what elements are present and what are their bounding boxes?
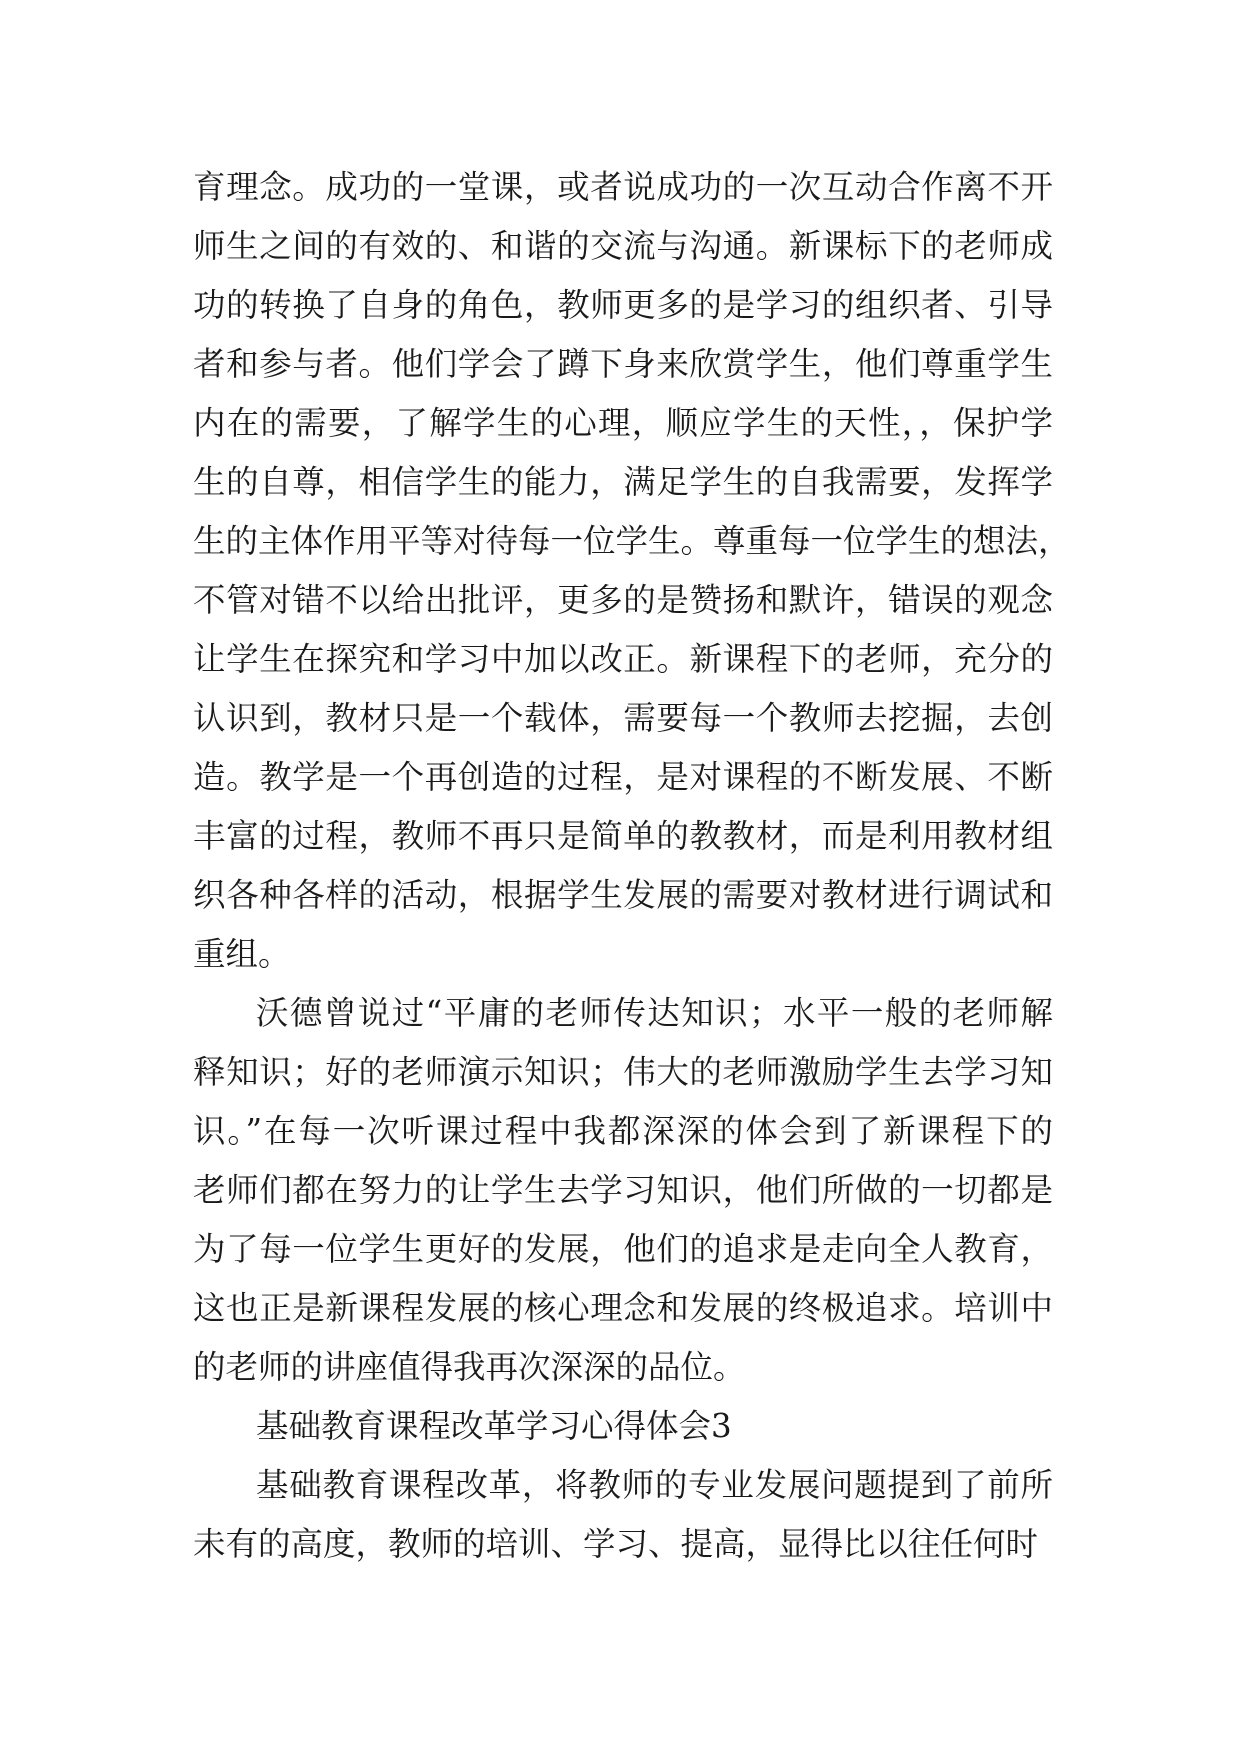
- text-line: 造。教学是一个再创造的过程，是对课程的不断发展、不断: [193, 758, 1053, 796]
- text-line: 的老师的讲座值得我再次深深的品位。: [193, 1348, 746, 1386]
- text-line: 生的自尊，相信学生的能力，满足学生的自我需要，发挥学: [193, 463, 1053, 501]
- text-line: 织各种各样的活动，根据学生发展的需要对教材进行调试和: [193, 876, 1053, 914]
- text-line: 让学生在探究和学习中加以改正。新课程下的老师，充分的: [193, 640, 1053, 678]
- text-line: 师生之间的有效的、和谐的交流与沟通。新课标下的老师成: [193, 227, 1053, 265]
- text-line: 认识到，教材只是一个载体，需要每一个教师去挖掘，去创: [193, 699, 1053, 737]
- text-line: 内在的需要，了解学生的心理，顺应学生的天性，，保护学: [193, 404, 1053, 442]
- paragraph: [193, 1397, 1053, 1456]
- text-line: 为了每一位学生更好的发展，他们的追求是走向全人教育，: [193, 1230, 1053, 1268]
- text-line: 识。”在每一次听课过程中我都深深的体会到了新课程下的: [193, 1112, 1053, 1150]
- paragraph: [193, 1456, 1053, 1574]
- text-line: 释知识；好的老师演示知识；伟大的老师激励学生去学习知: [193, 1053, 1053, 1091]
- text-line: 生的主体作用平等对待每一位学生。尊重每一位学生的想法，: [193, 522, 1071, 560]
- text-line: 重组。: [193, 935, 291, 973]
- text-line: 功的转换了自身的角色，教师更多的是学习的组织者、引导: [193, 286, 1053, 324]
- text-line: 未有的高度，教师的培训、学习、提高，显得比以往任何时: [193, 1525, 1039, 1563]
- text-line: 者和参与者。他们学会了蹲下身来欣赏学生，他们尊重学生: [193, 345, 1053, 383]
- text-line: 育理念。成功的一堂课，或者说成功的一次互动合作离不开: [193, 168, 1053, 206]
- paragraph: [193, 158, 1071, 984]
- text-line: 老师们都在努力的让学生去学习知识，他们所做的一切都是: [193, 1171, 1053, 1209]
- text-line: 基础教育课程改革学习心得体会3: [256, 1407, 732, 1445]
- document-body: [193, 158, 1071, 1574]
- text-line: 这也正是新课程发展的核心理念和发展的终极追求。培训中: [193, 1289, 1053, 1327]
- text-line: 沃德曾说过“平庸的老师传达知识；水平一般的老师解: [256, 994, 1053, 1032]
- paragraph: [193, 984, 1053, 1397]
- text-line: 丰富的过程，教师不再只是简单的教教材，而是利用教材组: [193, 817, 1053, 855]
- text-line: 基础教育课程改革，将教师的专业发展问题提到了前所: [256, 1466, 1053, 1504]
- text-line: 不管对错不以给出批评，更多的是赞扬和默许，错误的观念: [193, 581, 1053, 619]
